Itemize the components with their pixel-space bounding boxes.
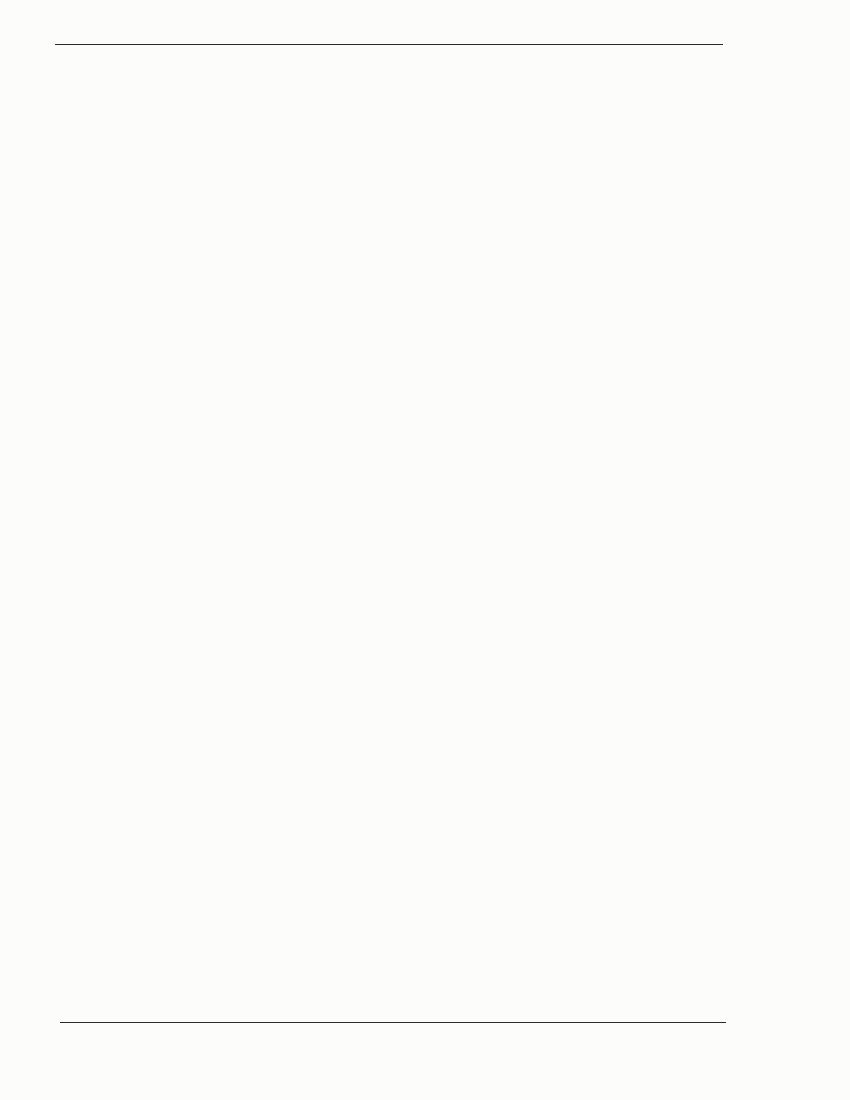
bottom-rule: [60, 1022, 726, 1023]
top-rule: [55, 44, 723, 45]
